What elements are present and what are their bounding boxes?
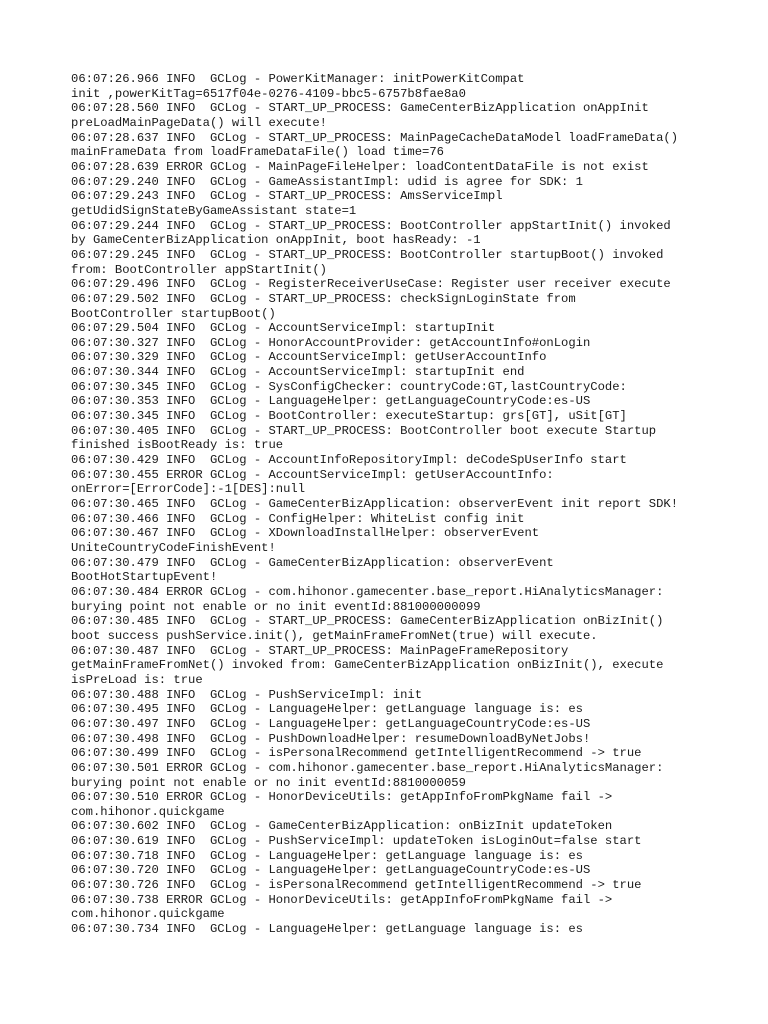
log-line: 06:07:28.639 ERROR GCLog - MainPageFileHelper: loadContentDataFile is not exist (71, 159, 649, 174)
log-line: init ,powerKitTag=6517f04e-0276-4109-bbc5-6757b8fae8a0 (71, 86, 466, 101)
log-line: 06:07:30.345 INFO GCLog - SysConfigChecker: countryCode:GT,lastCountryCode: (71, 379, 627, 394)
log-document (71, 72, 751, 937)
log-line: 06:07:30.720 INFO GCLog - LanguageHelper: getLanguageCountryCode:es-US (71, 863, 591, 878)
log-line: 06:07:30.405 INFO GCLog - START_UP_PROCESS: BootController boot execute Startup (71, 423, 657, 438)
log-line: 06:07:30.485 INFO GCLog - START_UP_PROCESS: GameCenterBizApplication onBizInit() (71, 614, 664, 629)
log-line: 06:07:30.619 INFO GCLog - PushServiceImpl: updateToken isLoginOut=false start (71, 834, 642, 849)
log-line: onError=[ErrorCode]:-1[DES]:null (71, 482, 306, 497)
log-line: burying point not enable or no init eventId:881000000099 (71, 599, 481, 614)
log-line: 06:07:30.726 INFO GCLog - isPersonalRecommend getIntelligentRecommend -> true (71, 878, 642, 893)
log-line: 06:07:30.327 INFO GCLog - HonorAccountProvider: getAccountInfo#onLogin (71, 335, 591, 350)
log-line: 06:07:30.429 INFO GCLog - AccountInfoRepositoryImpl: deCodeSpUserInfo start (71, 453, 627, 468)
log-line: 06:07:30.602 INFO GCLog - GameCenterBizApplication: onBizInit updateToken (71, 819, 613, 834)
log-line: 06:07:30.344 INFO GCLog - AccountServiceImpl: startupInit end (71, 365, 525, 380)
log-line: 06:07:29.244 INFO GCLog - START_UP_PROCESS: BootController appStartInit() invoked (71, 218, 671, 233)
log-line: finished isBootReady is: true (71, 438, 284, 453)
log-line: 06:07:28.637 INFO GCLog - START_UP_PROCESS: MainPageCacheDataModel loadFrameData() (71, 130, 679, 145)
log-line: 06:07:29.240 INFO GCLog - GameAssistantImpl: udid is agree for SDK: 1 (71, 174, 583, 189)
log-line: 06:07:30.455 ERROR GCLog - AccountServiceImpl: getUserAccountInfo: (71, 467, 554, 482)
log-line: 06:07:30.501 ERROR GCLog - com.hihonor.gamecenter.base_report.HiAnalyticsManager: (71, 760, 664, 775)
log-line: 06:07:30.738 ERROR GCLog - HonorDeviceUtils: getAppInfoFromPkgName fail -> (71, 892, 613, 907)
log-line: com.hihonor.quickgame (71, 907, 225, 922)
log-line: 06:07:30.479 INFO GCLog - GameCenterBizApplication: observerEvent (71, 555, 554, 570)
log-line: isPreLoad is: true (71, 672, 203, 687)
log-line: boot success pushService.init(), getMainFrameFromNet(true) will execute. (71, 628, 598, 643)
log-line: BootController startupBoot() (71, 306, 276, 321)
log-line: 06:07:30.498 INFO GCLog - PushDownloadHelper: resumeDownloadByNetJobs! (71, 731, 591, 746)
log-line: 06:07:30.718 INFO GCLog - LanguageHelper: getLanguage language is: es (71, 848, 583, 863)
log-line: BootHotStartupEvent! (71, 570, 218, 585)
log-line: 06:07:30.345 INFO GCLog - BootController: executeStartup: grs[GT], uSit[GT] (71, 409, 627, 424)
log-line: com.hihonor.quickgame (71, 804, 225, 819)
log-line: 06:07:30.466 INFO GCLog - ConfigHelper: WhiteList config init (71, 511, 525, 526)
log-line: 06:07:29.243 INFO GCLog - START_UP_PROCESS: AmsServiceImpl (71, 189, 503, 204)
log-line: 06:07:30.510 ERROR GCLog - HonorDeviceUtils: getAppInfoFromPkgName fail -> (71, 790, 613, 805)
log-line: 06:07:30.353 INFO GCLog - LanguageHelper: getLanguageCountryCode:es-US (71, 394, 591, 409)
log-line: from: BootController appStartInit() (71, 262, 327, 277)
log-line: by GameCenterBizApplication onAppInit, boot hasReady: -1 (71, 233, 481, 248)
log-line: 06:07:29.245 INFO GCLog - START_UP_PROCESS: BootController startupBoot() invoked (71, 247, 664, 262)
log-line: 06:07:30.329 INFO GCLog - AccountServiceImpl: getUserAccountInfo (71, 350, 547, 365)
log-line: UniteCountryCodeFinishEvent! (71, 541, 276, 555)
log-line: 06:07:30.487 INFO GCLog - START_UP_PROCESS: MainPageFrameRepository (71, 643, 569, 658)
log-line: 06:07:30.465 INFO GCLog - GameCenterBizApplication: observerEvent init report SDK! (71, 497, 679, 512)
log-line: burying point not enable or no init eventId:8810000059 (71, 775, 466, 790)
log-line: 06:07:30.467 INFO GCLog - XDownloadInstallHelper: observerEvent (71, 526, 540, 541)
log-line: mainFrameData from loadFrameDataFile() load time=76 (71, 145, 444, 160)
log-line: 06:07:30.734 INFO GCLog - LanguageHelper: getLanguage language is: es (71, 922, 583, 937)
log-line: 06:07:30.488 INFO GCLog - PushServiceImpl: init (71, 687, 423, 702)
log-line: getUdidSignStateByGameAssistant state=1 (71, 203, 357, 218)
log-line: 06:07:30.499 INFO GCLog - isPersonalRecommend getIntelligentRecommend -> true (71, 746, 642, 761)
log-line: 06:07:28.560 INFO GCLog - START_UP_PROCESS: GameCenterBizApplication onAppInit (71, 101, 649, 116)
log-line: getMainFrameFromNet() invoked from: GameCenterBizApplication onBizInit(), execute (71, 658, 664, 673)
log-line: 06:07:29.496 INFO GCLog - RegisterReceiverUseCase: Register user receiver execute (71, 277, 671, 292)
log-line: 06:07:29.504 INFO GCLog - AccountServiceImpl: startupInit (71, 321, 496, 336)
log-line: 06:07:30.484 ERROR GCLog - com.hihonor.gamecenter.base_report.HiAnalyticsManager: (71, 584, 664, 599)
log-line: 06:07:30.495 INFO GCLog - LanguageHelper: getLanguage language is: es (71, 702, 583, 717)
log-line: 06:07:30.497 INFO GCLog - LanguageHelper: getLanguageCountryCode:es-US (71, 716, 591, 731)
log-line: 06:07:29.502 INFO GCLog - START_UP_PROCESS: checkSignLoginState from (71, 291, 576, 306)
log-line: preLoadMainPageData() will execute! (71, 115, 327, 130)
log-line: 06:07:26.966 INFO GCLog - PowerKitManager: initPowerKitCompat (71, 72, 525, 86)
